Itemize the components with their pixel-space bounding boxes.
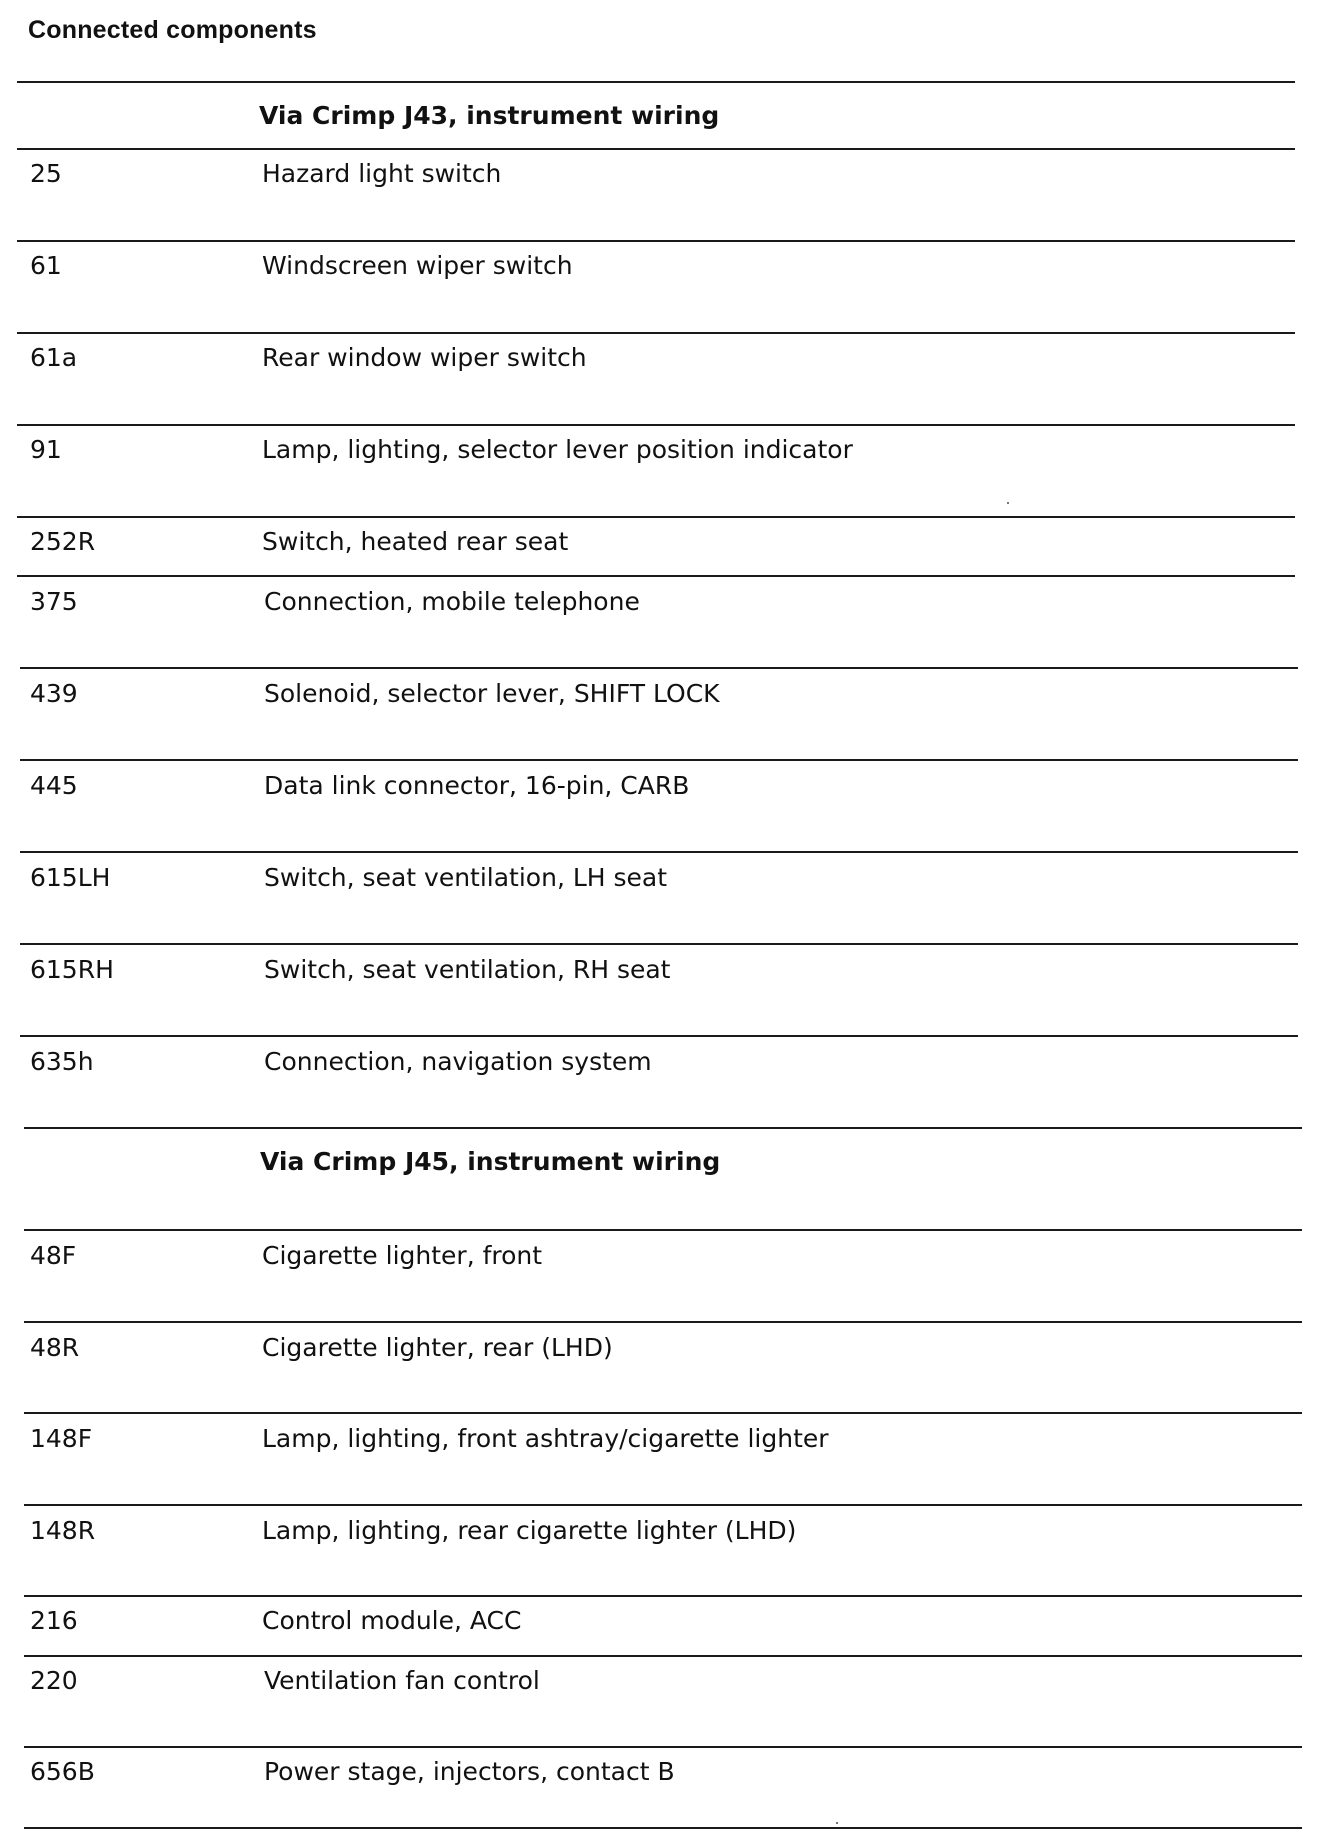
divider bbox=[20, 667, 1298, 669]
row-description: Lamp, lighting, rear cigarette lighter (LHD) bbox=[262, 1516, 797, 1545]
row-description: Cigarette lighter, front bbox=[262, 1241, 543, 1270]
row-code: 375 bbox=[30, 587, 78, 616]
row-description: Control module, ACC bbox=[262, 1606, 522, 1635]
section-heading-j45: Via Crimp J45, instrument wiring bbox=[260, 1147, 721, 1176]
divider bbox=[20, 1035, 1298, 1037]
row-description: Switch, seat ventilation, LH seat bbox=[264, 863, 668, 892]
divider bbox=[20, 759, 1298, 761]
row-description: Connection, mobile telephone bbox=[264, 587, 640, 616]
row-description: Data link connector, 16-pin, CARB bbox=[264, 771, 690, 800]
row-description: Windscreen wiper switch bbox=[262, 251, 573, 280]
divider bbox=[24, 1504, 1302, 1506]
row-description: Rear window wiper switch bbox=[262, 343, 587, 372]
row-code: 635h bbox=[30, 1047, 94, 1076]
divider bbox=[24, 1746, 1302, 1748]
divider bbox=[24, 1127, 1302, 1129]
row-code: 61a bbox=[30, 343, 78, 372]
row-code: 445 bbox=[30, 771, 78, 800]
divider bbox=[17, 148, 1295, 150]
row-code: 48R bbox=[30, 1333, 80, 1362]
table-bottom-rule bbox=[24, 1827, 1302, 1829]
row-description: Switch, heated rear seat bbox=[262, 527, 569, 556]
row-code: 25 bbox=[30, 159, 62, 188]
section-heading-j43: Via Crimp J43, instrument wiring bbox=[259, 101, 720, 130]
row-code: 439 bbox=[30, 679, 78, 708]
row-description: Solenoid, selector lever, SHIFT LOCK bbox=[264, 679, 720, 708]
divider bbox=[24, 1655, 1302, 1657]
row-code: 216 bbox=[30, 1606, 78, 1635]
divider bbox=[17, 424, 1295, 426]
divider bbox=[24, 1321, 1302, 1323]
row-description: Lamp, lighting, front ashtray/cigarette lighter bbox=[262, 1424, 829, 1453]
row-description: Hazard light switch bbox=[262, 159, 502, 188]
row-description: Lamp, lighting, selector lever position indicator bbox=[262, 435, 853, 464]
row-code: 148R bbox=[30, 1516, 96, 1545]
row-code: 91 bbox=[30, 435, 62, 464]
row-description: Switch, seat ventilation, RH seat bbox=[264, 955, 671, 984]
divider bbox=[24, 1412, 1302, 1414]
divider bbox=[17, 332, 1295, 334]
divider bbox=[20, 943, 1298, 945]
divider bbox=[17, 575, 1295, 577]
divider bbox=[24, 1595, 1302, 1597]
table-top-rule bbox=[17, 81, 1295, 83]
divider bbox=[20, 851, 1298, 853]
row-description: Ventilation fan control bbox=[264, 1666, 540, 1695]
row-code: 252R bbox=[30, 527, 96, 556]
scan-speck bbox=[1007, 502, 1009, 504]
row-description: Connection, navigation system bbox=[264, 1047, 652, 1076]
row-code: 61 bbox=[30, 251, 62, 280]
row-code: 220 bbox=[30, 1666, 78, 1695]
row-code: 615RH bbox=[30, 955, 114, 984]
row-code: 148F bbox=[30, 1424, 93, 1453]
scan-speck bbox=[836, 1822, 838, 1824]
row-description: Cigarette lighter, rear (LHD) bbox=[262, 1333, 613, 1362]
divider bbox=[17, 516, 1295, 518]
page-title: Connected components bbox=[28, 16, 317, 44]
row-code: 48F bbox=[30, 1241, 77, 1270]
row-description: Power stage, injectors, contact B bbox=[264, 1757, 675, 1786]
divider bbox=[24, 1229, 1302, 1231]
row-code: 615LH bbox=[30, 863, 111, 892]
divider bbox=[17, 240, 1295, 242]
row-code: 656B bbox=[30, 1757, 95, 1786]
